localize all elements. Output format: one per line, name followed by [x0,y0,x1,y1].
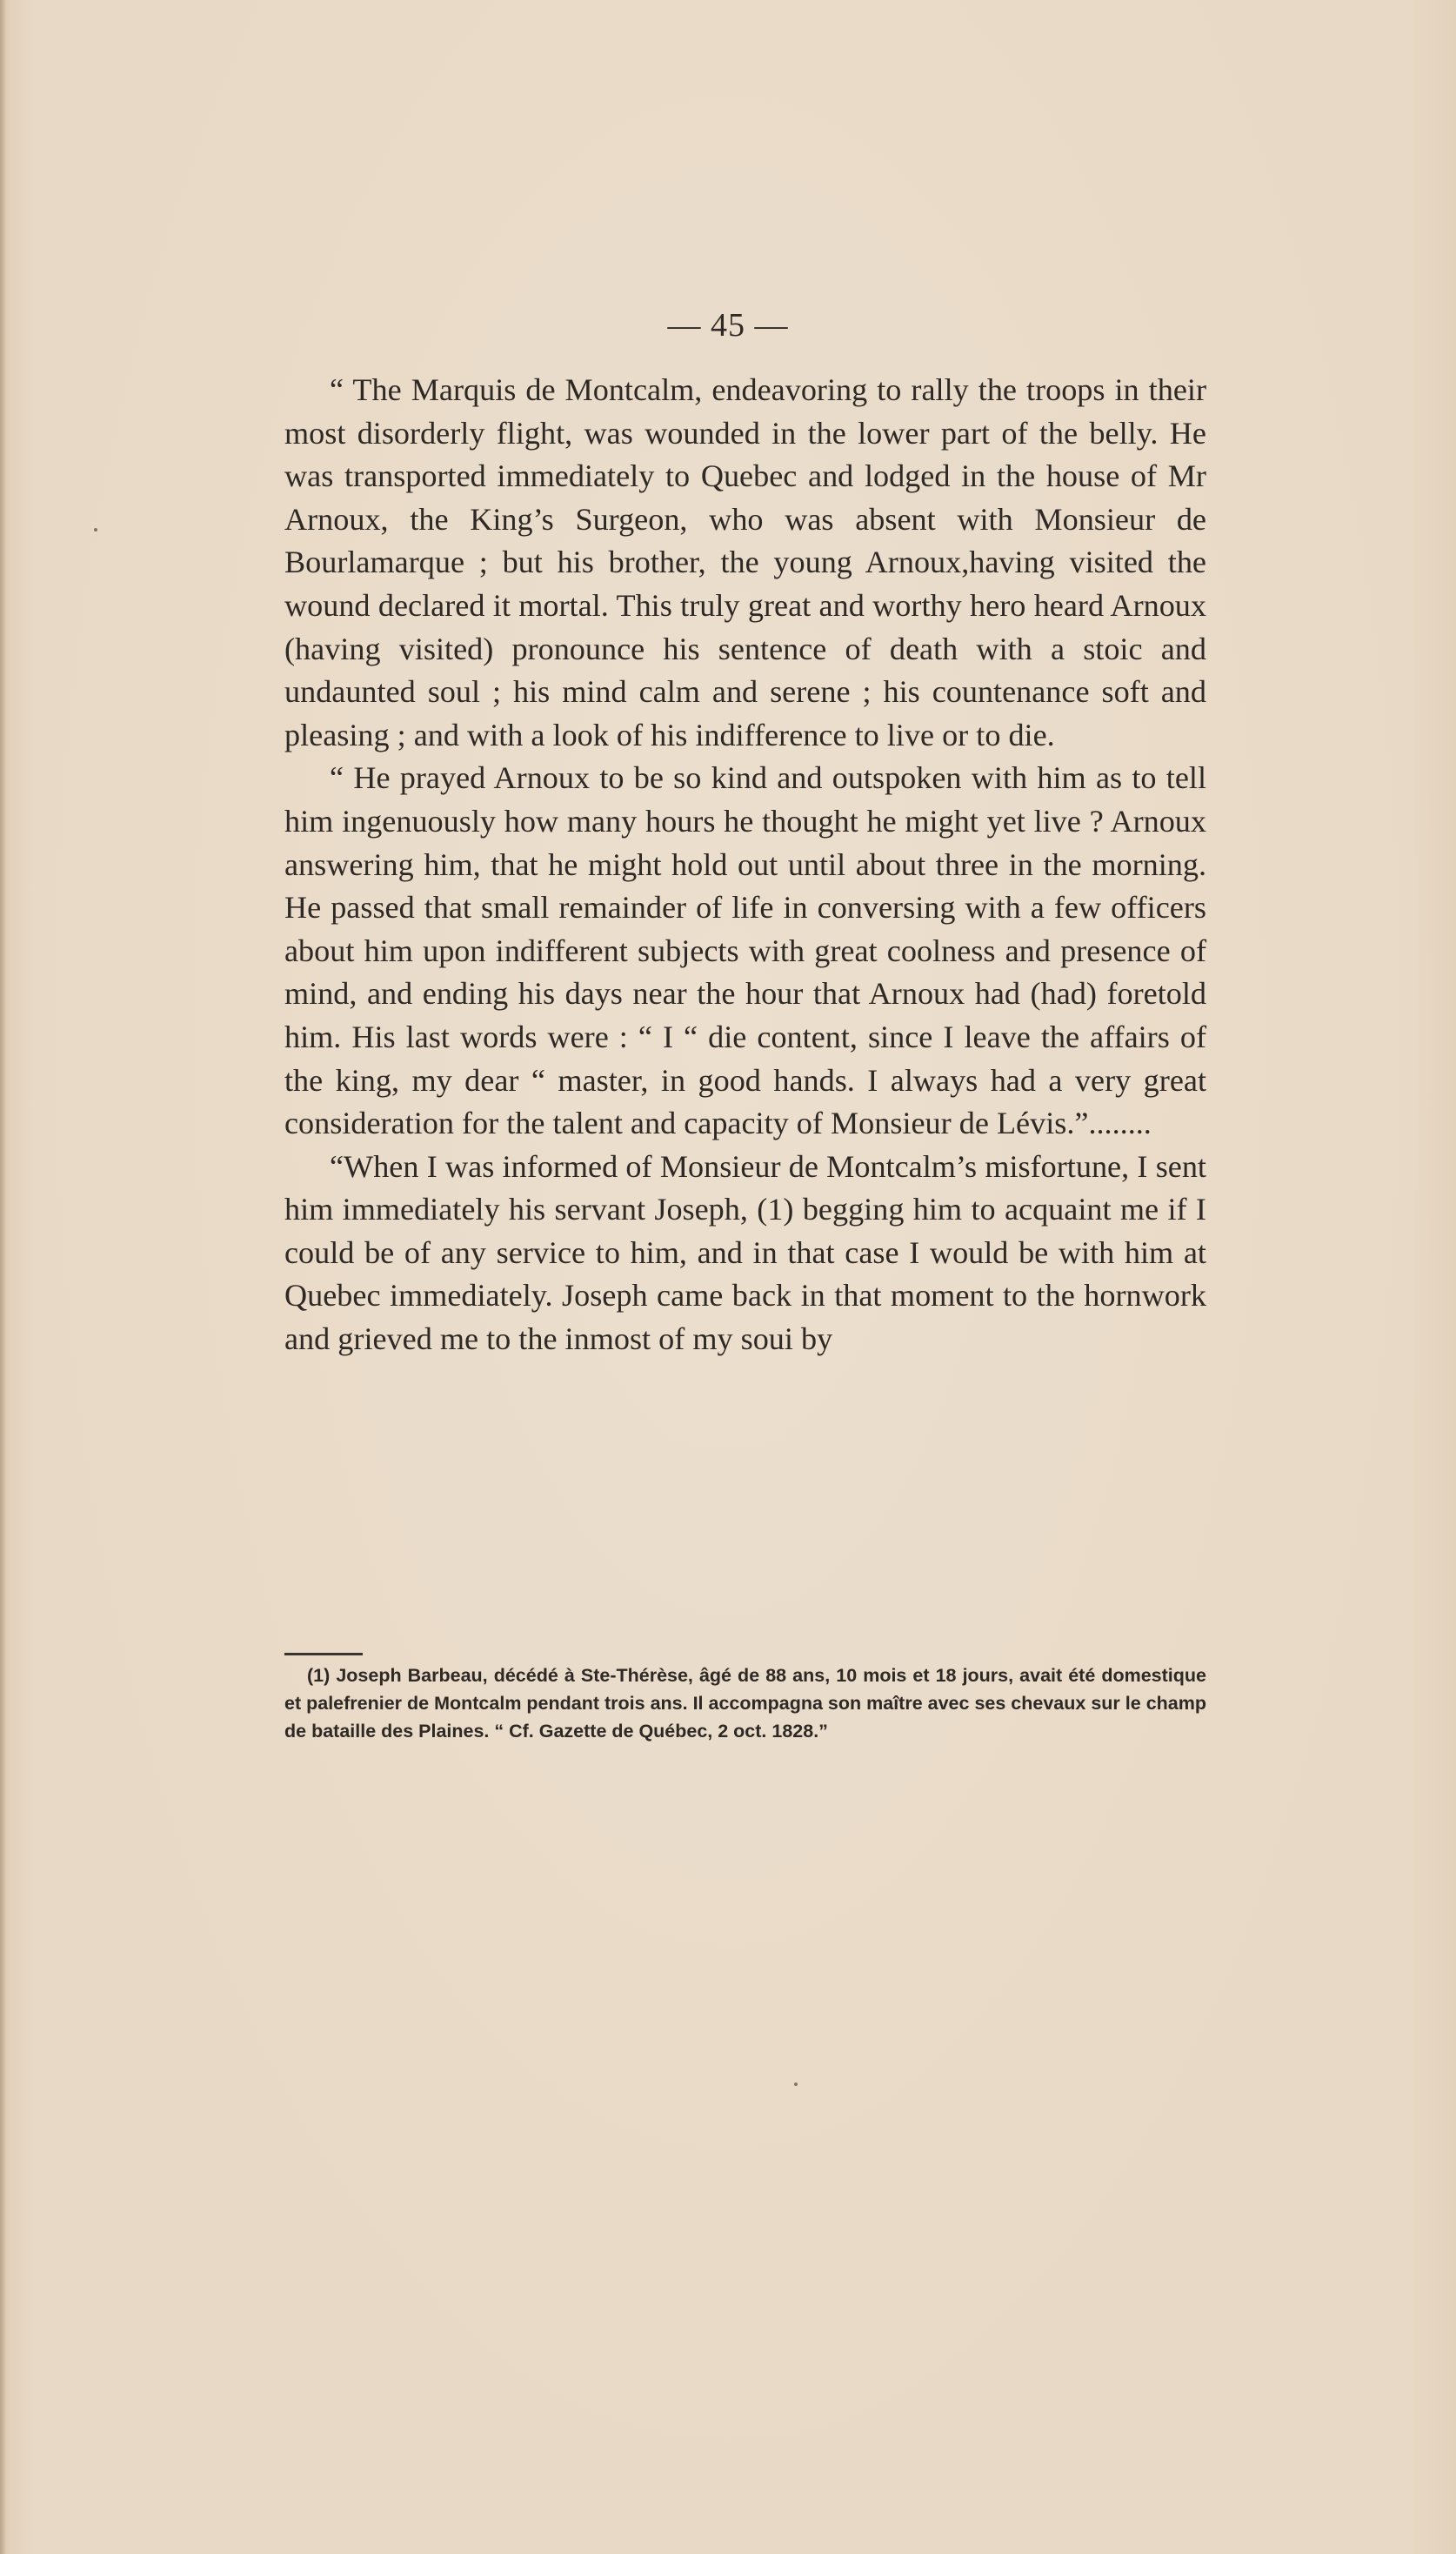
paragraph-last-words: “ He prayed Arnoux to be so kind and outspoken with him as to tell him ingenuously how many hours he thought he might yet live ? Arnoux answering him, that he might hold out until about three in the morning. He passed that small remainder of life in conversing with a few officers about him upon indifferent subjects with great coolness and presence of mind, and ending his days near the hour that Arnoux had (had) foretold him. His last words were : “ I “ die content, since I leave the affairs of the king, my dear “ master, in good hands. I always had a very great consideration for the talent and capacity of Monsieur de Lévis.”........ [284,760,1206,1141]
footnote: (1) Joseph Barbeau, décédé à Ste-Thérèse, âgé de 88 ans, 10 mois et 18 jours, avait été domestique et palefrenier de Montcalm pendant trois ans. Il accompagna son maître avec ses chevaux sur le champ de bataille des Plaines. “ Cf. Gazette de Québec, 2 oct. 1828.” [284,1665,1206,1742]
page-spine-edge [0,0,5,2554]
footnote-divider [284,1653,363,1655]
paper-speck [794,2083,798,2086]
paragraph-servant-joseph: “When I was informed of Monsieur de Montcalm’s misfortune, I sent him immediately his servant Joseph, (1) begging him to acquaint me if I could be of any service to him, and in that case I would be with him at Quebec immediately. Joseph came back in that moment to the hornwork and grieved me to the inmost of my soui by [284,1148,1206,1357]
body-text [284,369,1206,1361]
paper-speck [94,528,97,532]
page-number: — 45 — [667,307,789,344]
paragraph-montcalm-wounded: “ The Marquis de Montcalm, endeavoring to rally the troops in their most disorderly flight, was wounded in the lower part of the belly. He was transported immediately to Quebec and lodged in the house of Mr Arnoux, the King’s Surgeon, who was absent with Monsieur de Bourlamarque ; but his brother, the young Arnoux,having visited the wound declared it mortal. This truly great and worthy hero heard Arnoux (having visited) pronounce his sentence of death with a stoic and undaunted soul ; his mind calm and serene ; his countenance soft and pleasing ; and with a look of his indifference to live or to die. [284,372,1206,752]
